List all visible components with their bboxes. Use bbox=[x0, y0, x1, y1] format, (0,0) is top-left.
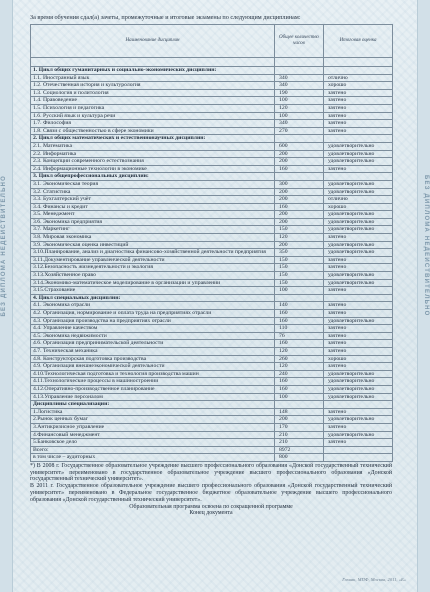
name-cell: 3.1. Экономическая теория bbox=[31, 180, 275, 188]
name-cell: 4. Цикл специальных дисциплин: bbox=[31, 294, 275, 302]
table-row bbox=[31, 256, 393, 264]
grade-cell bbox=[324, 58, 393, 67]
name-cell: 3.5. Менеджмент bbox=[31, 211, 275, 219]
grade-cell: удовлетворительно bbox=[324, 416, 393, 424]
table-row bbox=[31, 82, 393, 90]
table-row bbox=[31, 378, 393, 386]
name-cell: 1.4. Правоведение bbox=[31, 97, 275, 105]
hours-cell: 200 bbox=[275, 211, 324, 219]
name-cell: 4.6. Организация предпринимательской деятельности bbox=[31, 340, 275, 348]
name-cell: 3.3. Бухгалтерский учёт bbox=[31, 196, 275, 204]
grade-cell: хорошо bbox=[324, 203, 393, 211]
table-row bbox=[31, 218, 393, 226]
hours-cell: 76 bbox=[275, 332, 324, 340]
hours-cell: 160 bbox=[275, 317, 324, 325]
hours-cell: 200 bbox=[275, 416, 324, 424]
table-row bbox=[31, 264, 393, 272]
name-cell: 2.2. Информатика bbox=[31, 150, 275, 158]
right-margin-text: БЕЗ ДИПЛОМА НЕДЕЙСТВИТЕЛЬНО bbox=[423, 175, 429, 317]
hours-cell: 340 bbox=[275, 120, 324, 128]
grade-cell: отлично bbox=[324, 74, 393, 82]
table-row bbox=[31, 423, 393, 431]
grade-cell: удовлетворительно bbox=[324, 317, 393, 325]
hours-cell: 340 bbox=[275, 74, 324, 82]
name-cell: 2. Цикл общих математических и естественнонаучных дисциплин: bbox=[31, 135, 275, 143]
table-row bbox=[31, 370, 393, 378]
table-row bbox=[31, 120, 393, 128]
table-row bbox=[31, 416, 393, 424]
grade-cell bbox=[324, 454, 393, 462]
grade-cell bbox=[324, 67, 393, 75]
grade-cell: зачтено bbox=[324, 347, 393, 355]
name-cell: 3.11.Документирование управленческой деятельности bbox=[31, 256, 275, 264]
hours-cell: 160 bbox=[275, 378, 324, 386]
hours-cell: 150 bbox=[275, 279, 324, 287]
hours-cell: 110 bbox=[275, 325, 324, 333]
name-cell bbox=[31, 58, 275, 67]
name-cell: 4.Финансовый менеджмент bbox=[31, 431, 275, 439]
grade-cell: удовлетворительно bbox=[324, 393, 393, 401]
hours-cell: 210 bbox=[275, 439, 324, 447]
table-section-row bbox=[31, 401, 393, 409]
grade-cell: зачтено bbox=[324, 120, 393, 128]
hours-cell: 600 bbox=[275, 142, 324, 150]
hours-cell: 160 bbox=[275, 385, 324, 393]
name-cell: 4.2. Организация, нормирование и оплата труда на предприятиях отрасли bbox=[31, 310, 275, 318]
name-cell: 3.Антикризисное управление bbox=[31, 423, 275, 431]
name-cell: Дисциплины специализации: bbox=[31, 401, 275, 409]
name-cell: 3.15.Страхование bbox=[31, 287, 275, 295]
grade-cell: удовлетворительно bbox=[324, 370, 393, 378]
grade-cell: зачтено bbox=[324, 256, 393, 264]
left-margin-text: БЕЗ ДИПЛОМА НЕДЕЙСТВИТЕЛЬНО bbox=[1, 175, 7, 317]
table-row bbox=[31, 408, 393, 416]
hours-cell: 200 bbox=[275, 188, 324, 196]
name-cell: 3.12.Безопасность жизнедеятельности и экология bbox=[31, 264, 275, 272]
left-margin-strip bbox=[0, 0, 13, 592]
table-spacer-row bbox=[31, 58, 393, 67]
table-row bbox=[31, 446, 393, 454]
hours-cell: 200 bbox=[275, 196, 324, 204]
table-row bbox=[31, 188, 393, 196]
name-cell: 4.7. Техническая механика bbox=[31, 347, 275, 355]
header-discipline-name: Наименование дисциплин bbox=[31, 25, 275, 58]
name-cell: 1. Цикл общих гуманитарных и социально-экономических дисциплин: bbox=[31, 67, 275, 75]
grade-cell: удовлетворительно bbox=[324, 188, 393, 196]
name-cell: 1.5. Психология и педагогика bbox=[31, 104, 275, 112]
name-cell: 1.7. Философия bbox=[31, 120, 275, 128]
name-cell: 2.4. Информационные технологии в экономике bbox=[31, 165, 275, 173]
name-cell: 2.3. Концепции современного естествознания bbox=[31, 158, 275, 166]
table-row bbox=[31, 454, 393, 462]
hours-cell: 200 bbox=[275, 158, 324, 166]
name-cell: 1.1. Иностранный язык bbox=[31, 74, 275, 82]
hours-cell: 200 bbox=[275, 241, 324, 249]
hours-cell: 150 bbox=[275, 264, 324, 272]
grade-cell: удовлетворительно bbox=[324, 142, 393, 150]
name-cell: 4.3. Организация производства на предприятиях отрасли bbox=[31, 317, 275, 325]
table-row bbox=[31, 340, 393, 348]
grade-cell: зачтено bbox=[324, 127, 393, 135]
table-row bbox=[31, 89, 393, 97]
name-cell: 3.7. Маркетинг bbox=[31, 226, 275, 234]
table-row bbox=[31, 302, 393, 310]
table-row bbox=[31, 74, 393, 82]
intro-text: За время обучения сдал(а) зачеты, промежуточные и итоговые экзамены по следующим дисциплинам: bbox=[30, 14, 301, 21]
hours-cell: 210 bbox=[275, 431, 324, 439]
grade-cell: удовлетворительно bbox=[324, 218, 393, 226]
hours-cell: 100 bbox=[275, 287, 324, 295]
subjects-table bbox=[30, 24, 393, 462]
document-content bbox=[30, 14, 392, 517]
table-row bbox=[31, 355, 393, 363]
grade-cell: удовлетворительно bbox=[324, 150, 393, 158]
hours-cell: 160 bbox=[275, 340, 324, 348]
hours-cell: 150 bbox=[275, 226, 324, 234]
hours-cell: 100 bbox=[275, 112, 324, 120]
grade-cell: удовлетворительно bbox=[324, 211, 393, 219]
table-row bbox=[31, 142, 393, 150]
name-cell: 4.1. Экономика отрасли bbox=[31, 302, 275, 310]
table-row bbox=[31, 203, 393, 211]
name-cell: 1.3. Социология и политология bbox=[31, 89, 275, 97]
table-row bbox=[31, 196, 393, 204]
name-cell: 3.13.Хозяйственное право bbox=[31, 272, 275, 280]
grade-cell: отлично bbox=[324, 196, 393, 204]
grade-cell: хорошо bbox=[324, 355, 393, 363]
name-cell: 1.Логистика bbox=[31, 408, 275, 416]
name-cell: 3. Цикл общепрофессиональных дисциплин: bbox=[31, 173, 275, 181]
table-row bbox=[31, 332, 393, 340]
table-row bbox=[31, 272, 393, 280]
grade-cell: зачтено bbox=[324, 165, 393, 173]
grade-cell: удовлетворительно bbox=[324, 249, 393, 257]
notes-block bbox=[30, 463, 392, 517]
hours-cell: 350 bbox=[275, 249, 324, 257]
name-cell: 2.1. Математика bbox=[31, 142, 275, 150]
name-cell: 3.2. Статистика bbox=[31, 188, 275, 196]
hours-cell bbox=[275, 135, 324, 143]
table-row bbox=[31, 97, 393, 105]
grade-cell: удовлетворительно bbox=[324, 272, 393, 280]
hours-cell: 8972 bbox=[275, 446, 324, 454]
hours-cell: 100 bbox=[275, 393, 324, 401]
name-cell: 3.9. Экономическая оценка инвестиций bbox=[31, 241, 275, 249]
note-program: Образовательная программа освоена по сокращенной программе bbox=[129, 503, 293, 510]
name-cell: 5.Банковское дело bbox=[31, 439, 275, 447]
grade-cell: зачтено bbox=[324, 234, 393, 242]
hours-cell: 160 bbox=[275, 310, 324, 318]
printer-imprint: Гознак, МПФ, Москва, 2011, «Б» bbox=[342, 577, 406, 582]
name-cell: в том числе – аудиторных bbox=[31, 454, 275, 462]
hours-cell: 120 bbox=[275, 234, 324, 242]
table-row bbox=[31, 317, 393, 325]
grade-cell: удовлетворительно bbox=[324, 226, 393, 234]
hours-cell: 200 bbox=[275, 218, 324, 226]
grade-cell: удовлетворительно bbox=[324, 180, 393, 188]
grade-cell: зачтено bbox=[324, 302, 393, 310]
table-row bbox=[31, 112, 393, 120]
grade-cell: хорошо bbox=[324, 82, 393, 90]
grade-cell: зачтено bbox=[324, 439, 393, 447]
name-cell: 1.2. Отечественная история и культурология bbox=[31, 82, 275, 90]
table-row bbox=[31, 325, 393, 333]
hours-cell: 150 bbox=[275, 272, 324, 280]
name-cell: 1.8. Связи с общественностью в сфере экономики bbox=[31, 127, 275, 135]
hours-cell: 190 bbox=[275, 89, 324, 97]
name-cell: 3.8. Мировая экономика bbox=[31, 234, 275, 242]
table-row bbox=[31, 385, 393, 393]
grade-cell: зачтено bbox=[324, 264, 393, 272]
header-total-hours: Общее количество часов bbox=[275, 25, 324, 58]
hours-cell: 270 bbox=[275, 127, 324, 135]
table-row bbox=[31, 150, 393, 158]
note-renaming-2008: *) В 2008 г. Государственное образовательное учреждение высшего профессионального образования «Донской государственный технический университет» переименовано в государственное образовательное учреждение высшего профессионального образования «Донской государственный технический университет». bbox=[30, 462, 392, 483]
grade-cell: удовлетворительно bbox=[324, 378, 393, 386]
table-header-row bbox=[31, 25, 393, 58]
hours-cell: 170 bbox=[275, 423, 324, 431]
hours-cell: 120 bbox=[275, 104, 324, 112]
name-cell: 2.Рынок ценных бумаг bbox=[31, 416, 275, 424]
name-cell: 1.6. Русский язык и культура речи bbox=[31, 112, 275, 120]
hours-cell: 120 bbox=[275, 363, 324, 371]
table-row bbox=[31, 363, 393, 371]
grade-cell: удовлетворительно bbox=[324, 241, 393, 249]
table-row bbox=[31, 249, 393, 257]
table-row bbox=[31, 347, 393, 355]
hours-cell: 200 bbox=[275, 150, 324, 158]
grade-cell: зачтено bbox=[324, 332, 393, 340]
name-cell: 4.4. Управление качеством bbox=[31, 325, 275, 333]
grade-cell: зачтено bbox=[324, 310, 393, 318]
table-row bbox=[31, 287, 393, 295]
hours-cell: 240 bbox=[275, 370, 324, 378]
grade-cell: зачтено bbox=[324, 408, 393, 416]
table-section-row bbox=[31, 173, 393, 181]
hours-cell bbox=[275, 401, 324, 409]
grade-cell bbox=[324, 294, 393, 302]
hours-cell: 148 bbox=[275, 408, 324, 416]
grade-cell bbox=[324, 401, 393, 409]
grade-cell: зачтено bbox=[324, 104, 393, 112]
name-cell: 3.14.Экономико-математическое моделирование в организации и управлении bbox=[31, 279, 275, 287]
hours-cell: 260 bbox=[275, 355, 324, 363]
grade-cell: удовлетворительно bbox=[324, 431, 393, 439]
hours-cell: 340 bbox=[275, 82, 324, 90]
table-section-row bbox=[31, 67, 393, 75]
table-row bbox=[31, 439, 393, 447]
note-end-of-document: Конец документа bbox=[189, 510, 233, 517]
hours-cell: 120 bbox=[275, 347, 324, 355]
name-cell: 3.6. Экономика предприятия bbox=[31, 218, 275, 226]
table-section-row bbox=[31, 294, 393, 302]
table-row bbox=[31, 158, 393, 166]
table-row bbox=[31, 211, 393, 219]
note-renaming-2011: В 2011 г. Государственное образовательное учреждение высшего профессионального образования «Донской государственный технический университет» переименовано в Федеральное государственное бюджетное образовательное учреждение высшего профессионального образования «Донской государственный технический университет». bbox=[30, 483, 392, 503]
name-cell: 4.5. Экономика недвижимости bbox=[31, 332, 275, 340]
name-cell: 3.10.Планирование, анализ и диагностика финансово-хозяйственной деятельности предприятия bbox=[31, 249, 275, 257]
hours-cell bbox=[275, 294, 324, 302]
table-row bbox=[31, 310, 393, 318]
name-cell: 4.12.Оперативно-производственное планирование bbox=[31, 385, 275, 393]
grade-cell: зачтено bbox=[324, 89, 393, 97]
grade-cell: зачтено bbox=[324, 97, 393, 105]
grade-cell: зачтено bbox=[324, 325, 393, 333]
grade-cell: удовлетворительно bbox=[324, 158, 393, 166]
table-row bbox=[31, 180, 393, 188]
table-row bbox=[31, 241, 393, 249]
table-row bbox=[31, 127, 393, 135]
grade-cell: удовлетворительно bbox=[324, 385, 393, 393]
grade-cell bbox=[324, 446, 393, 454]
table-section-row bbox=[31, 135, 393, 143]
hours-cell: 150 bbox=[275, 256, 324, 264]
hours-cell: 800 bbox=[275, 454, 324, 462]
table-body bbox=[31, 58, 393, 462]
name-cell: Всего: bbox=[31, 446, 275, 454]
grade-cell bbox=[324, 135, 393, 143]
name-cell: 4.13.Управление персоналом bbox=[31, 393, 275, 401]
name-cell: 3.4. Финансы и кредит bbox=[31, 203, 275, 211]
grade-cell bbox=[324, 173, 393, 181]
hours-cell: 100 bbox=[275, 97, 324, 105]
name-cell: 4.9. Организация внешнеэкономической деятельности bbox=[31, 363, 275, 371]
table-row bbox=[31, 279, 393, 287]
hours-cell: 160 bbox=[275, 203, 324, 211]
grade-cell: зачтено bbox=[324, 340, 393, 348]
grade-cell: зачтено bbox=[324, 287, 393, 295]
table-row bbox=[31, 431, 393, 439]
right-margin-strip bbox=[417, 0, 430, 592]
hours-cell: 300 bbox=[275, 180, 324, 188]
hours-cell bbox=[275, 173, 324, 181]
hours-cell bbox=[275, 58, 324, 67]
name-cell: 4.8. Конструкторская подготовка производства bbox=[31, 355, 275, 363]
table-row bbox=[31, 393, 393, 401]
hours-cell: 140 bbox=[275, 302, 324, 310]
grade-cell: зачтено bbox=[324, 112, 393, 120]
table-row bbox=[31, 226, 393, 234]
grade-cell: зачтено bbox=[324, 423, 393, 431]
table-row bbox=[31, 234, 393, 242]
table-row bbox=[31, 165, 393, 173]
name-cell: 4.11.Технологические процессы в машиностроении bbox=[31, 378, 275, 386]
grade-cell: удовлетворительно bbox=[324, 279, 393, 287]
name-cell: 4.10.Технологическая подготовка и технология производства машин bbox=[31, 370, 275, 378]
hours-cell: 160 bbox=[275, 165, 324, 173]
hours-cell bbox=[275, 67, 324, 75]
header-final-grade: Итоговая оценка bbox=[324, 25, 393, 58]
table-row bbox=[31, 104, 393, 112]
grade-cell: зачтено bbox=[324, 363, 393, 371]
